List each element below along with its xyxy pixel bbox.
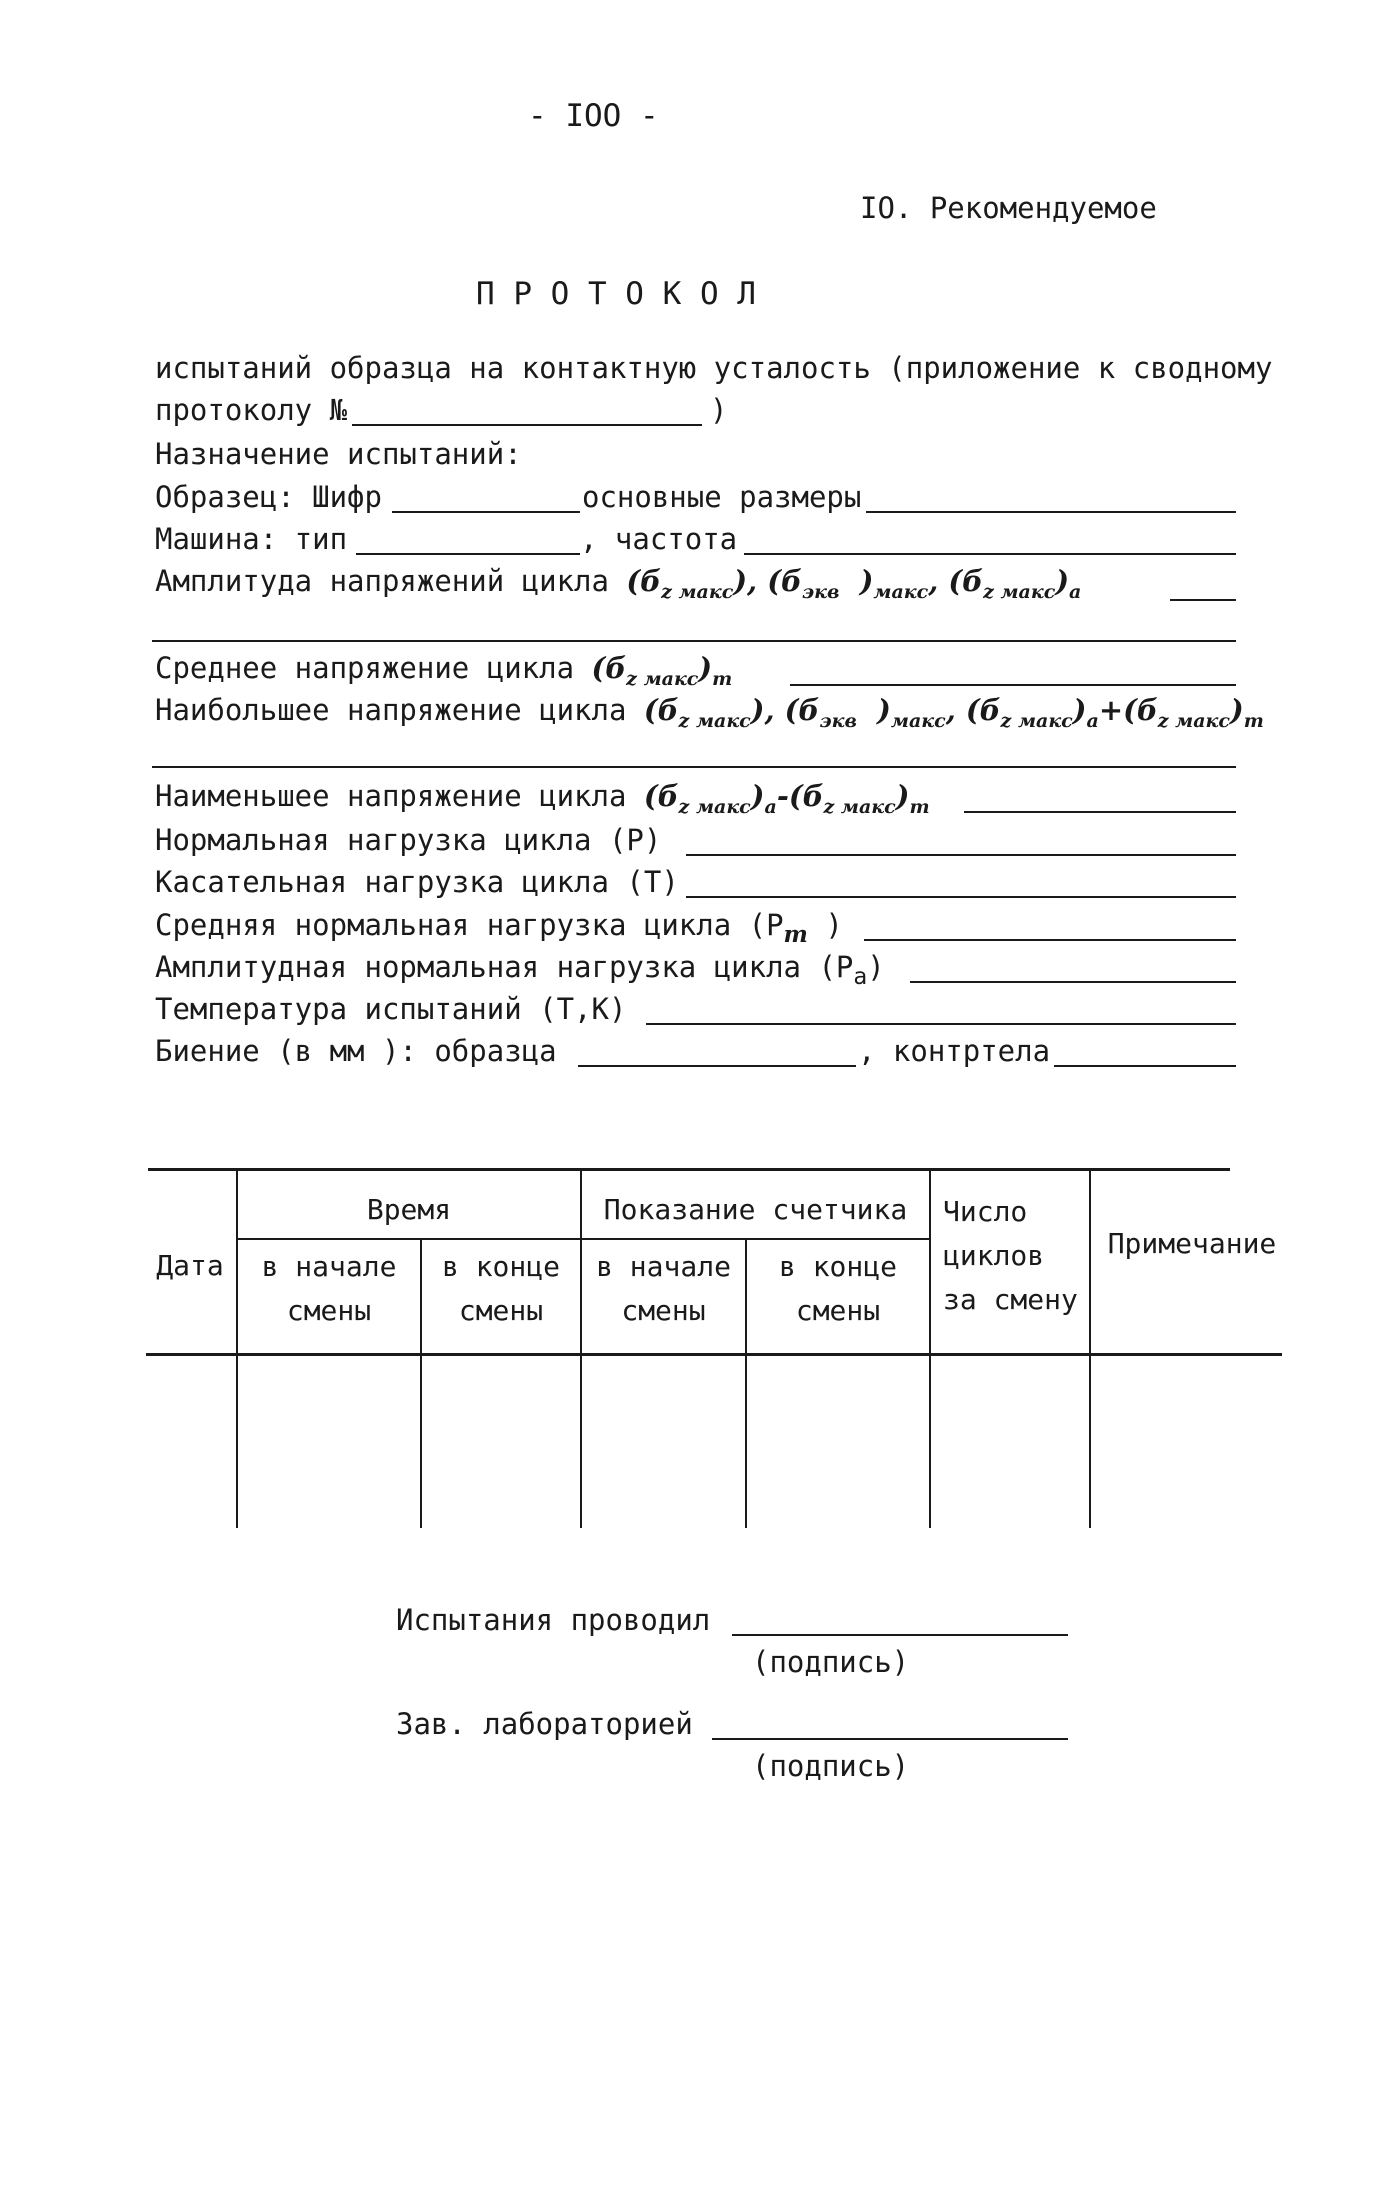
temperature-label: Температура испытаний (Т,К): [155, 992, 627, 1026]
header-counter: Показание счетчика: [603, 1193, 908, 1226]
sample-code-blank[interactable]: [392, 511, 580, 513]
header-note: Примечание: [1107, 1227, 1277, 1260]
min-stress-blank[interactable]: [964, 811, 1236, 813]
min-stress-label: Наименьшее напряжение цикла $(б_{z макс})_a-(б_{z макс})_m$: [155, 779, 930, 818]
header-time: Время: [366, 1193, 452, 1226]
appendix-label: IO. Рекомендуемое: [860, 191, 1157, 225]
amplitude-blank[interactable]: [1170, 599, 1236, 601]
mean-stress-label: Среднее напряжение цикла $(б_{z макс})_m$: [155, 651, 733, 690]
tangential-load-label: Касательная нагрузка цикла (Т): [155, 865, 679, 899]
amplitude-blank-2[interactable]: [152, 640, 1236, 642]
frequency-label: , частота: [580, 522, 738, 556]
max-stress-label: Наибольшее напряжение цикла $(б_{z макс})$, ($б_{экв}$ )$_{макс}$, $(б_{z макс})_a+(б_{z макс})_m$: [155, 693, 1264, 732]
document-title: П Р О Т О К О Л: [476, 276, 756, 312]
table-header-rule: [146, 1353, 1282, 1356]
header-counter-end: в конце смены: [778, 1250, 897, 1327]
mean-normal-load-blank[interactable]: [864, 939, 1236, 941]
tested-by-label: Испытания проводил: [396, 1603, 711, 1637]
header-time-start: в начале смены: [261, 1250, 397, 1327]
lab-head-label: Зав. лабораторией: [396, 1707, 693, 1741]
table-group-rule: [236, 1238, 931, 1240]
temperature-blank[interactable]: [646, 1023, 1236, 1025]
machine-label: Машина: тип: [155, 522, 348, 556]
amp-normal-load-blank[interactable]: [910, 981, 1236, 983]
header-time-end: в конце смены: [441, 1250, 560, 1327]
amp-normal-load-label: Амплитудная нормальная нагрузка цикла $(P_a)$: [155, 950, 885, 990]
signature-caption-2: (подпись): [752, 1749, 910, 1783]
normal-load-blank[interactable]: [686, 854, 1236, 856]
table-col-divider: [929, 1168, 931, 1528]
mean-normal-load-label: Средняя нормальная нагрузка цикла ($P_m$ ): [155, 908, 843, 948]
normal-load-label: Нормальная нагрузка цикла (Р): [155, 823, 662, 857]
main-dims-label: основные размеры: [582, 480, 862, 514]
mean-stress-blank[interactable]: [790, 684, 1236, 686]
frequency-blank[interactable]: [744, 553, 1236, 555]
lab-head-signature-line[interactable]: [712, 1738, 1068, 1740]
tangential-load-blank[interactable]: [686, 896, 1236, 898]
max-stress-blank[interactable]: [152, 766, 1236, 768]
purpose-label: Назначение испытаний:: [155, 437, 522, 471]
table-top-rule: [148, 1168, 1230, 1171]
runout-counterbody-blank[interactable]: [1054, 1065, 1236, 1067]
machine-type-blank[interactable]: [356, 553, 580, 555]
intro-line-2: протоколу №: [155, 393, 348, 427]
page-number: - IOO -: [528, 98, 659, 134]
tested-by-signature-line[interactable]: [732, 1634, 1068, 1636]
signature-caption-1: (подпись): [752, 1645, 910, 1679]
main-dims-blank[interactable]: [866, 511, 1236, 513]
protocol-number-blank[interactable]: [352, 424, 702, 426]
header-cycles: Число циклов за смену: [943, 1195, 1078, 1316]
sample-label: Образец: Шифр: [155, 480, 382, 514]
intro-line-2-end: ): [710, 393, 728, 427]
amplitude-label: Амплитуда напряжений цикла $(б_{z макс})$, ($б_{экв}$ )$_{макс}$, $(б_{z макс})_a$: [155, 564, 1082, 603]
runout-label: Биение (в мм ): образца: [155, 1034, 557, 1068]
intro-line-1: испытаний образца на контактную усталость (приложение к сводному: [155, 351, 1273, 385]
header-date: Дата: [156, 1249, 224, 1282]
header-counter-start: в начале смены: [596, 1250, 731, 1327]
runout-sample-blank[interactable]: [578, 1065, 856, 1067]
table-col-divider: [1089, 1168, 1091, 1528]
counterbody-label: , контртела: [858, 1034, 1051, 1068]
